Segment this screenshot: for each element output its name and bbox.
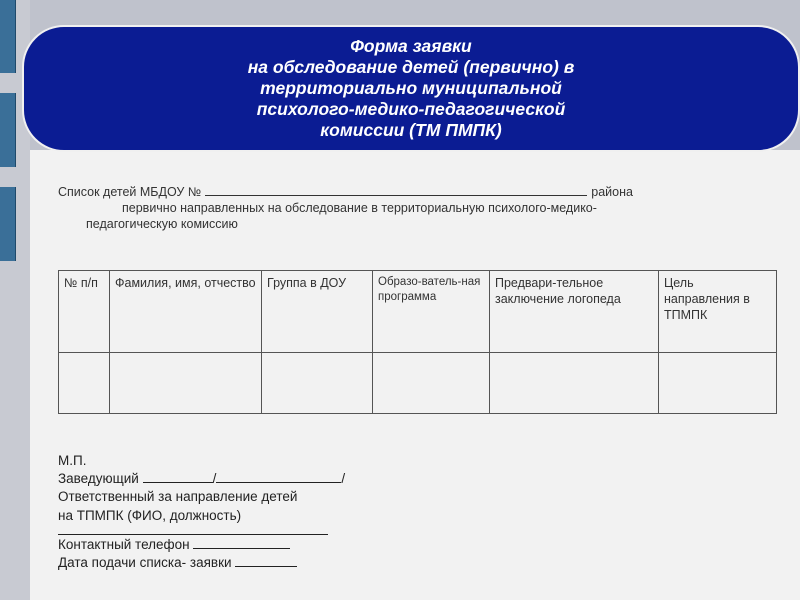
header-conclusion: Предвари-тельное заключение логопеда [490, 271, 659, 353]
title-line-1: Форма заявки [350, 36, 472, 56]
school-number-blank [205, 184, 587, 196]
title-banner [22, 25, 800, 152]
header-number: № п/п [59, 271, 110, 353]
responsible-blank-line [58, 525, 328, 535]
head-name-blank [216, 470, 341, 483]
stamp-label: М.П. [58, 453, 87, 468]
slash-1: / [212, 471, 217, 487]
table-header-row [59, 271, 777, 353]
header-group: Группа в ДОУ [262, 271, 373, 353]
table-cell [59, 353, 110, 414]
head-label: Заведующий [58, 471, 139, 487]
date-blank [235, 554, 297, 567]
head-signature-line [58, 470, 458, 488]
header-program: Образо-ватель-ная программа [373, 271, 490, 353]
phone-line [58, 536, 458, 554]
intro-suffix: района [591, 185, 633, 199]
header-goal: Цель направления в ТПМПК [659, 271, 777, 353]
left-decor-block-1 [0, 0, 16, 73]
title-line-5: комиссии (ТМ ПМПК) [320, 120, 502, 140]
table-row [59, 353, 777, 414]
phone-label: Контактный телефон [58, 536, 190, 552]
head-signature-blank [143, 470, 213, 483]
intro-line-2: первично направленных на обследование в территориальную психолого-медико- [122, 201, 597, 215]
intro-paragraph [58, 184, 748, 232]
table-cell [110, 353, 262, 414]
intro-prefix: Список детей МБДОУ № [58, 185, 202, 199]
children-table [58, 270, 777, 414]
table-cell [262, 353, 373, 414]
left-decor-block-3 [0, 187, 16, 261]
header-fullname: Фамилия, имя, отчество [110, 271, 262, 353]
table-cell [373, 353, 490, 414]
table-cell [490, 353, 659, 414]
slash-2: / [341, 471, 346, 487]
responsible-line-2: на ТПМПК (ФИО, должность) [58, 507, 242, 523]
table-cell [659, 353, 777, 414]
responsible-line-1: Ответственный за направление детей [58, 489, 298, 505]
title-line-4: психолого-медико-педагогической [256, 99, 566, 119]
left-decor-block-2 [0, 93, 16, 167]
title-line-3: территориально муниципальной [260, 78, 562, 98]
intro-line-3: педагогическую комиссию [86, 217, 238, 231]
phone-blank [193, 536, 290, 549]
date-line [58, 554, 458, 572]
title-line-2: на обследование детей (первично) в [247, 57, 575, 77]
date-label: Дата подачи списка- заявки [58, 555, 232, 571]
signature-block [58, 452, 458, 572]
